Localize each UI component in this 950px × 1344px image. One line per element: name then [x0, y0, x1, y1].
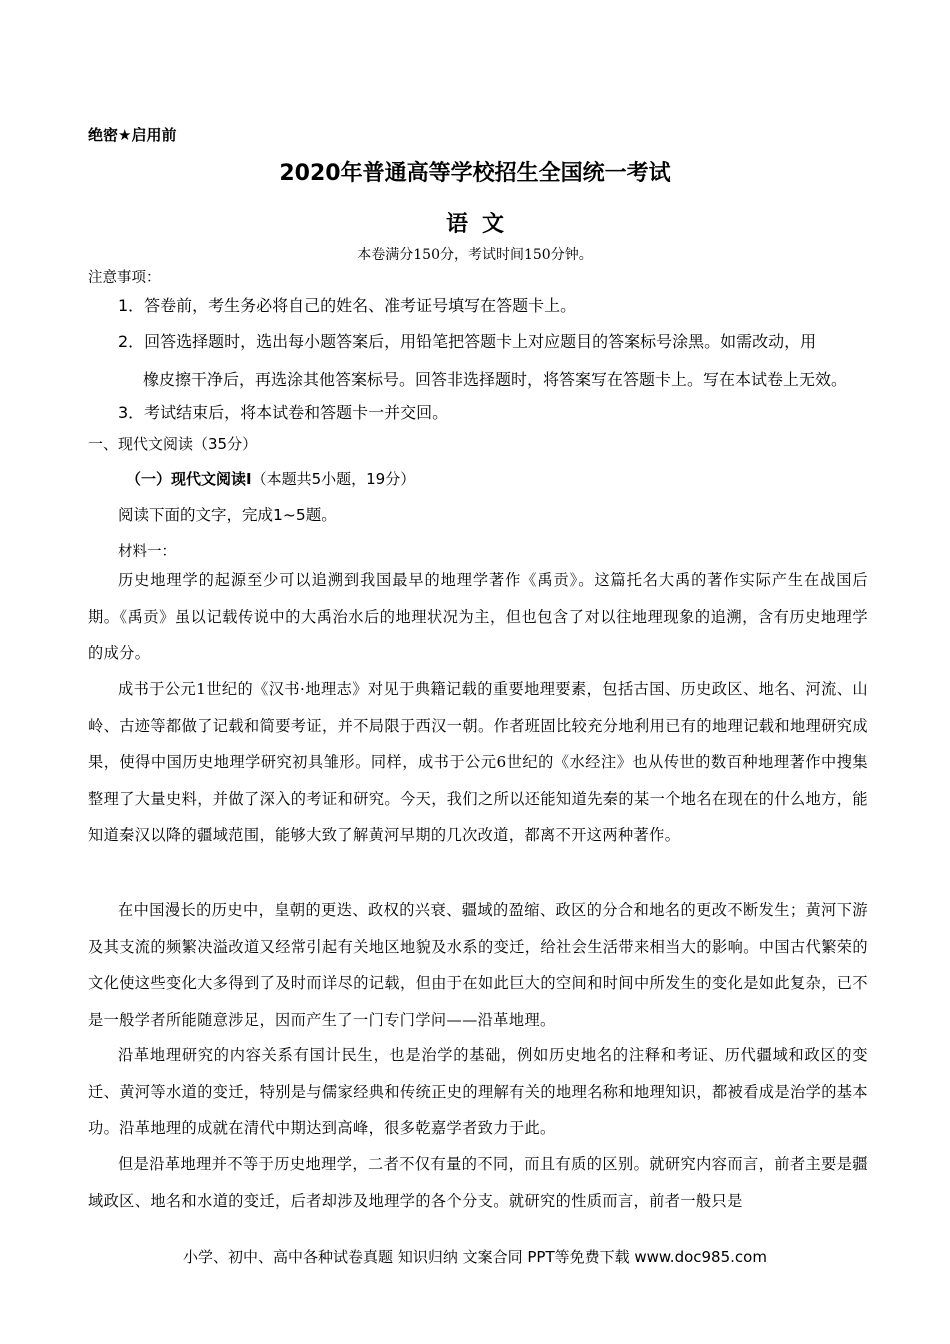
subject-title: 语文: [445, 212, 518, 237]
paragraph-2: 成书于公元1世纪的《汉书·地理志》对见于典籍记载的重要地理要素，包括古国、历史政区、地名、河流、山岭、古迹等都做了记载和简要考证，并不局限于西汉一朝。作者班固比较充分地利用已有的地理记载和地理研究成果，使得中国历史地理学研究初具雏形。同样，成书于公元6世纪的《水经注》也从传世的数百种地理著作中搜集整理了大量史料，并做了深入的考证和研究。今天，我们之所以还能知道先秦的某一个地名在现在的什么地方，能知道秦汉以降的疆域范围，能够大致了解黄河早期的几次改道，都离不开这两种著作。: [88, 680, 868, 844]
material-label: 材料一：: [118, 544, 176, 560]
reading-instruction: 阅读下面的文字，完成1~5题。: [118, 506, 337, 524]
paragraph-4: 沿革地理研究的内容关系有国计民生，也是治学的基础，例如历史地名的注释和考证、历代疆域和政区的变迁、黄河等水道的变迁，特别是与儒家经典和传统正史的理解有关的地理名称和地理知识，都被看成是治学的基本功。沿革地理的成就在清代中期达到高峰，很多乾嘉学者致力于此。: [88, 1046, 868, 1137]
paragraph-5: 但是沿革地理并不等于历史地理学，二者不仅有量的不同，而且有质的区别。就研究内容而言，前者主要是疆域政区、地名和水道的变迁，后者却涉及地理学的各个分支。就研究的性质而言，前者一般只是: [88, 1155, 868, 1210]
score-info: 本卷满分150分，考试时间150分钟。: [357, 247, 593, 263]
notice-item-2-line-1: 2．回答选择题时，选出每小题答案后，用铅笔把答题卡上对应题目的答案标号涂黑。如需改动，用: [118, 332, 817, 351]
footer-banner: 小学、初中、高中各种试卷真题 知识归纳 文案合同 PPT等免费下载 www.doc985.com: [183, 1248, 767, 1266]
exam-title: 2020年普通高等学校招生全国统一考试: [279, 161, 671, 186]
section-title: 一、现代文阅读（35分）: [88, 435, 258, 453]
confidential-label: 绝密★启用前: [88, 126, 177, 144]
part-note: （本题共5小题，19分）: [251, 470, 416, 488]
notice-heading: 注意事项：: [88, 270, 161, 286]
paragraph-1: 历史地理学的起源至少可以追溯到我国最早的地理学著作《禹贡》。这篇托名大禹的著作实际产生在战国后期。《禹贡》虽以记载传说中的大禹治水后的地理状况为主，但也包含了对以往地理现象的追溯，含有历史地理学的成分。: [88, 571, 868, 662]
paragraph-3: 在中国漫长的历史中，皇朝的更迭、政权的兴衰、疆域的盈缩、政区的分合和地名的更改不断发生；黄河下游及其支流的频繁决溢改道又经常引起有关地区地貌及水系的变迁，给社会生活带来相当大的影响。中国古代繁荣的文化使这些变化大多得到了及时而详尽的记载，但由于在如此巨大的空间和时间中所发生的变化是如此复杂，已不是一般学者所能随意涉足，因而产生了一门专门学问——沿革地理。: [88, 901, 868, 1029]
part-heading: [126, 468, 415, 489]
notice-item-1: 1．答卷前，考生务必将自己的姓名、准考证号填写在答题卡上。: [118, 296, 577, 315]
part-label: （一）现代文阅读I: [126, 470, 252, 488]
notice-item-2-line-2: 橡皮擦干净后，再选涂其他答案标号。回答非选择题时，将答案写在答题卡上。写在本试卷上无效。: [143, 370, 848, 389]
notice-item-3: 3．考试结束后，将本试卷和答题卡一并交回。: [118, 403, 449, 422]
